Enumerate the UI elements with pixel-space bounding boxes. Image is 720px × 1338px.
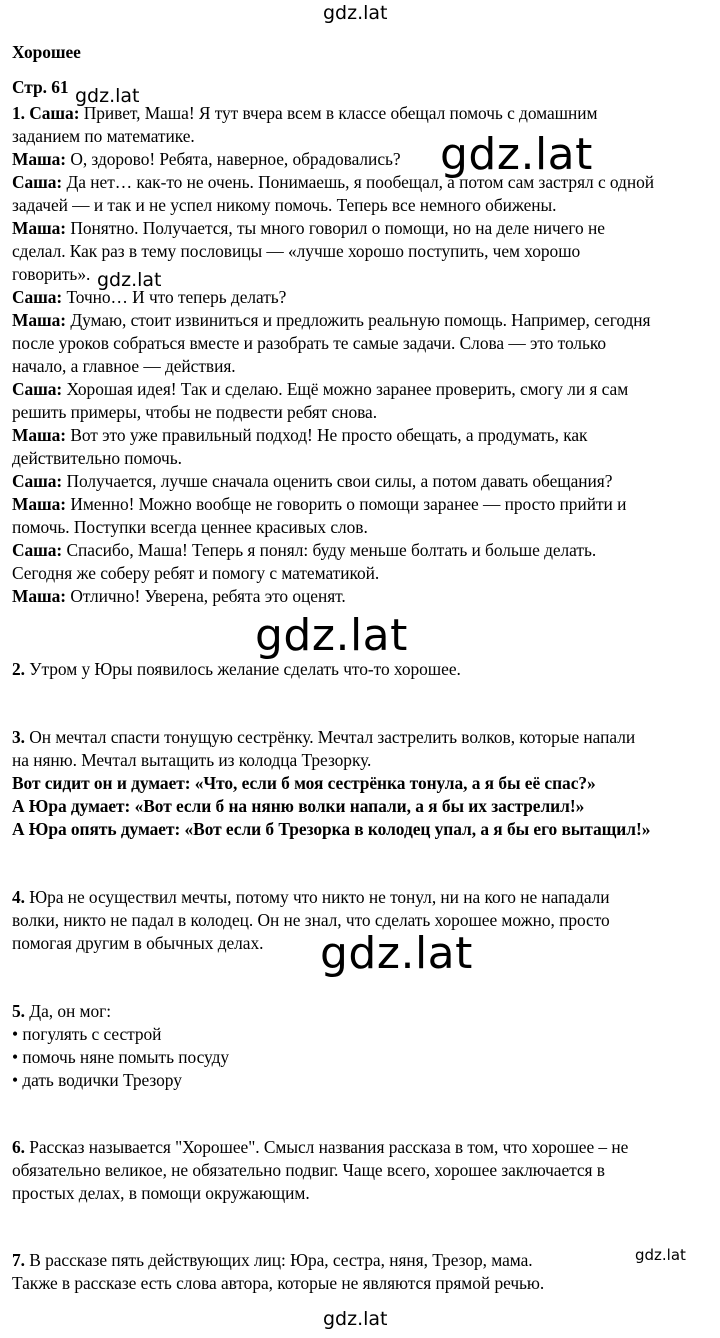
dialogue-line xyxy=(12,447,182,469)
dialogue-line xyxy=(12,585,346,607)
list-item: • помочь няне помыть посуду xyxy=(12,1047,230,1067)
speaker-name: Маша: xyxy=(12,310,67,330)
answer-text: Да, он мог: xyxy=(24,1001,111,1021)
speaker-name: Саша: xyxy=(12,540,63,560)
dialogue-text: Думаю, стоит извиниться и предложить реальную помощь. Например, сегодня xyxy=(66,310,651,330)
answer-number: 5. xyxy=(12,1001,25,1021)
watermark-top: gdz.lat xyxy=(323,2,388,24)
answer-4-line: волки, никто не падал в колодец. Он не знал, что сделать хорошее можно, просто xyxy=(12,910,610,930)
speaker-name: Маша: xyxy=(12,218,67,238)
answer-text: В рассказе пять действующих лиц: Юра, сестра, няня, Трезор, мама. xyxy=(24,1250,533,1270)
list-item: • погулять с сестрой xyxy=(12,1024,162,1044)
dialogue-line xyxy=(12,309,651,331)
dialogue-line xyxy=(12,102,598,124)
quote-line: Вот сидит он и думает: «Что, если б моя сестрёнка тонула, а я бы её спас?» xyxy=(12,773,596,793)
dialogue-text: Точно… И что теперь делать? xyxy=(62,287,287,307)
speaker-name: Саша: xyxy=(12,172,63,192)
answer-number: 1. xyxy=(12,103,25,123)
speaker-name: Маша: xyxy=(12,586,67,606)
quote-line: А Юра опять думает: «Вот если б Трезорка в колодец упал, а я бы его вытащил!» xyxy=(12,819,651,839)
answer-6-line: простых делах, в помощи окружающим. xyxy=(12,1183,310,1203)
answer-5-intro xyxy=(12,1000,111,1022)
dialogue-line xyxy=(12,125,195,147)
answer-text: Он мечтал спасти тонущую сестрёнку. Мечтал застрелить волков, которые напали xyxy=(24,727,636,747)
dialogue-text: решить примеры, чтобы не подвести ребят снова. xyxy=(12,402,377,422)
watermark: gdz.lat xyxy=(255,610,408,661)
watermark: gdz.lat xyxy=(75,85,140,107)
speaker-name: Саша: xyxy=(12,287,63,307)
dialogue-line xyxy=(12,148,401,170)
list-item: • дать водички Трезору xyxy=(12,1070,182,1090)
answer-3-line: на няню. Мечтал вытащить из колодца Трезорку. xyxy=(12,750,372,770)
dialogue-line xyxy=(12,171,654,193)
dialogue-line xyxy=(12,286,286,308)
speaker-name: Саша: xyxy=(12,471,63,491)
dialogue-text: задачей — и так и не успел никому помочь. Теперь все немного обижены. xyxy=(12,195,557,215)
speaker-name: Маша: xyxy=(12,494,67,514)
dialogue-text: Сегодня же соберу ребят и помогу с математикой. xyxy=(12,563,380,583)
watermark: gdz.lat xyxy=(635,1246,686,1264)
dialogue-text: Спасибо, Маша! Теперь я понял: буду меньше болтать и больше делать. xyxy=(62,540,597,560)
dialogue-text: Привет, Маша! Я тут вчера всем в классе обещал помочь с домашним xyxy=(79,103,598,123)
answer-text: Рассказ называется "Хорошее". Смысл названия рассказа в том, что хорошее – не xyxy=(24,1137,629,1157)
speaker-name: Саша: xyxy=(29,103,80,123)
dialogue-line xyxy=(12,562,379,584)
dialogue-text: Понятно. Получается, ты много говорил о помощи, но на деле ничего не xyxy=(66,218,605,238)
watermark-bottom: gdz.lat xyxy=(323,1308,388,1330)
answer-7-line xyxy=(12,1249,533,1271)
dialogue-text: начало, а главное — действия. xyxy=(12,356,236,376)
answer-3-line xyxy=(12,726,635,748)
dialogue-text: Вот это уже правильный подход! Не просто обещать, а продумать, как xyxy=(66,425,588,445)
answer-number: 3. xyxy=(12,727,25,747)
dialogue-line xyxy=(12,470,612,492)
dialogue-line xyxy=(12,240,580,262)
answer-7-line: Также в рассказе есть слова автора, которые не являются прямой речью. xyxy=(12,1273,545,1293)
answer-2 xyxy=(12,658,461,680)
dialogue-line xyxy=(12,493,626,515)
dialogue-text: после уроков собраться вместе и разобрать те самые задачи. Слова — это только xyxy=(12,333,607,353)
answer-6-line: обязательно великое, не обязательно подвиг. Чаще всего, хорошее заключается в xyxy=(12,1160,605,1180)
dialogue-line xyxy=(12,516,368,538)
speaker-name: Саша: xyxy=(12,379,63,399)
answer-text: Утром у Юры появилось желание сделать что-то хорошее. xyxy=(24,659,461,679)
page-title: Хорошее xyxy=(12,42,81,62)
page-reference: Стр. 61 xyxy=(12,77,69,97)
answer-number: 7. xyxy=(12,1250,25,1270)
dialogue-line xyxy=(12,332,606,354)
answer-4-line xyxy=(12,886,610,908)
answer-6-line xyxy=(12,1136,628,1158)
quote-line: А Юра думает: «Вот если б на няню волки напали, а я бы их застрелил!» xyxy=(12,796,585,816)
dialogue-text: О, здорово! Ребята, наверное, обрадовались? xyxy=(66,149,401,169)
dialogue-line xyxy=(12,378,628,400)
dialogue-text: сделал. Как раз в тему пословицы — «лучше хорошо поступить, чем хорошо xyxy=(12,241,581,261)
speaker-name: Маша: xyxy=(12,425,67,445)
dialogue-text: Да нет… как-то не очень. Понимаешь, я пообещал, а потом сам застрял с одной xyxy=(62,172,655,192)
dialogue-line xyxy=(12,355,236,377)
dialogue-text: заданием по математике. xyxy=(12,126,195,146)
dialogue-line xyxy=(12,424,587,446)
dialogue-text: действительно помочь. xyxy=(12,448,182,468)
dialogue-line xyxy=(12,539,596,561)
dialogue-text: говорить». xyxy=(12,264,91,284)
dialogue-line xyxy=(12,401,377,423)
speaker-name: Маша: xyxy=(12,149,67,169)
answer-text: Юра не осуществил мечты, потому что никто не тонул, ни на кого не нападали xyxy=(24,887,610,907)
dialogue-text: Получается, лучше сначала оценить свои силы, а потом давать обещания? xyxy=(62,471,613,491)
watermark: gdz.lat xyxy=(97,269,162,291)
watermark: gdz.lat xyxy=(320,928,473,979)
dialogue-line xyxy=(12,194,556,216)
answer-number: 2. xyxy=(12,659,25,679)
answer-number: 6. xyxy=(12,1137,25,1157)
dialogue-text: Отлично! Уверена, ребята это оценят. xyxy=(66,586,346,606)
watermark: gdz.lat xyxy=(440,129,593,180)
dialogue-text: помочь. Поступки всегда ценнее красивых слов. xyxy=(12,517,368,537)
dialogue-text: Хорошая идея! Так и сделаю. Ещё можно заранее проверить, смогу ли я сам xyxy=(62,379,629,399)
dialogue-line xyxy=(12,217,605,239)
answer-number: 4. xyxy=(12,887,25,907)
dialogue-line xyxy=(12,263,90,285)
dialogue-text: Именно! Можно вообще не говорить о помощи заранее — просто прийти и xyxy=(66,494,627,514)
answer-4-line: помогая другим в обычных делах. xyxy=(12,933,264,953)
